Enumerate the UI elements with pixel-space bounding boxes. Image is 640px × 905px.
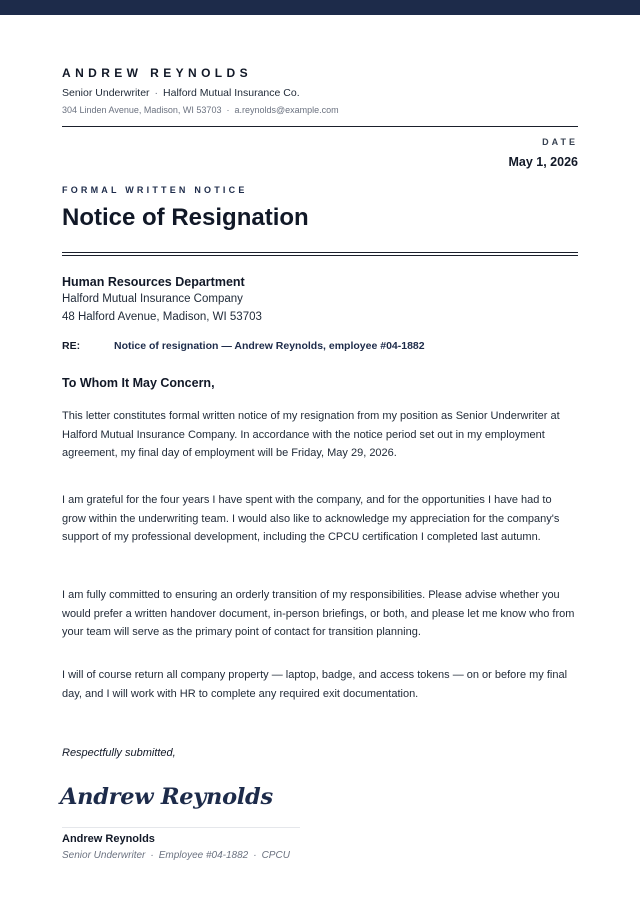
- recipient-company: Halford Mutual Insurance Company: [62, 293, 243, 305]
- signatory-role: Senior Underwriter: [62, 850, 146, 861]
- sender-company: Halford Mutual Insurance Co.: [163, 87, 300, 99]
- signatory-name: Andrew Reynolds: [62, 833, 155, 845]
- re-label: RE:: [62, 340, 81, 352]
- sender-name: ANDREW REYNOLDS: [62, 66, 253, 80]
- notice-kicker: FORMAL WRITTEN NOTICE: [62, 185, 248, 195]
- recipient-block: [62, 274, 578, 326]
- sender-email: a.reynolds@example.com: [234, 105, 339, 115]
- document-title: Notice of Resignation: [62, 204, 309, 231]
- sender-contact-line: [62, 105, 339, 115]
- closing-line: Respectfully submitted,: [62, 747, 176, 759]
- separator-dot: ·: [226, 105, 230, 115]
- handwritten-signature: Andrew Reynolds: [60, 784, 273, 810]
- sender-title: Senior Underwriter: [62, 87, 150, 99]
- sender-title-line: [62, 87, 300, 99]
- separator-dot: ·: [253, 850, 257, 861]
- body-paragraph-4: I will of course return all company property — laptop, badge, and access tokens — on or before my final day, and I will work with HR to complete any required exit documentation.: [62, 669, 568, 700]
- recipient-address: 48 Halford Avenue, Madison, WI 53703: [62, 311, 262, 323]
- salutation: To Whom It May Concern,: [62, 376, 215, 390]
- recipient-department: Human Resources Department: [62, 275, 245, 289]
- signatory-details: [62, 850, 290, 861]
- body-paragraph-1: This letter constitutes formal written notice of my resignation from my position as Senior Underwriter at Halford Mutual Insurance Company. In accordance with the notice period set out in my employment agreement, my final day of employment will be Friday, May 29, 2026.: [62, 410, 560, 460]
- date-label: DATE: [542, 137, 578, 147]
- title-double-divider: [62, 252, 578, 256]
- signature-divider: [62, 827, 300, 828]
- re-line: [62, 340, 578, 352]
- date-value: May 1, 2026: [508, 155, 578, 169]
- separator-dot: ·: [154, 87, 159, 99]
- body-paragraph-2: I am grateful for the four years I have spent with the company, and for the opportunities I have had to grow within the underwriting team. I would also like to acknowledge my appreciation for the company's support of my professional development, including the CPCU certification I completed last autumn.: [62, 494, 560, 544]
- separator-dot: ·: [150, 850, 154, 861]
- header-divider: [62, 126, 578, 127]
- sender-address: 304 Linden Avenue, Madison, WI 53703: [62, 105, 222, 115]
- signatory-credential: CPCU: [261, 850, 290, 861]
- signatory-employee-id: Employee #04-1882: [158, 850, 249, 861]
- top-accent-bar: [0, 0, 640, 15]
- re-subject: Notice of resignation — Andrew Reynolds, employee #04-1882: [114, 340, 425, 352]
- body-paragraph-3: I am fully committed to ensuring an orderly transition of my responsibilities. Please advise whether you would prefer a written handover document, in-person briefings, or both, and please let me know who from your team will serve as the primary point of contact for transition planning.: [62, 589, 575, 639]
